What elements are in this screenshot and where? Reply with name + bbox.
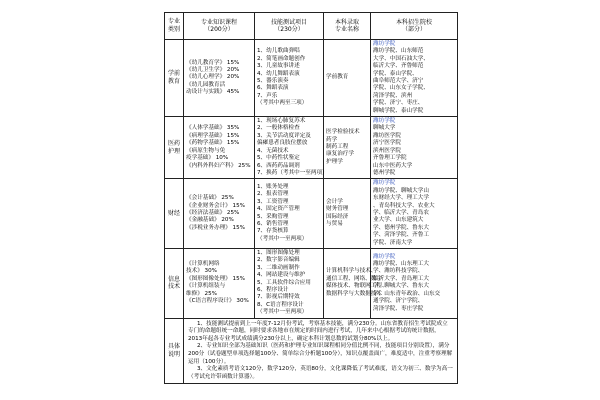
table-header-row <box>165 13 458 40</box>
knowledge-cell <box>184 117 255 179</box>
majors-cell <box>324 179 371 249</box>
school-line: 山东中医药大学 <box>373 162 413 169</box>
notes-row <box>165 318 458 384</box>
skill-line: 6、销售管理 <box>257 221 289 228</box>
school-highlight: 潍坊学院 <box>373 118 396 125</box>
school-line: 临沂大学、青岛理工大 <box>373 275 429 282</box>
major-line: 计算机科学与技术、 <box>326 268 377 275</box>
knowledge-cell <box>184 40 255 117</box>
schools-cell <box>371 179 458 249</box>
skills-cell <box>255 117 328 179</box>
skill-line: 7、影视后期特效 <box>257 294 300 301</box>
skill-line: 2、报表管理 <box>257 191 289 198</box>
course-line: 《幼儿教育学》 15% <box>186 59 240 66</box>
admission-table <box>164 12 458 384</box>
school-line: 学、德州学院、鲁东大 <box>373 224 429 231</box>
school-line: 学、潍坊科技学院、 <box>373 268 424 275</box>
skill-line: 7、声乐 <box>257 92 278 99</box>
course-line: 动设计与实践》 45% <box>186 89 240 96</box>
school-line: 学院、济宁、枣庄、 <box>373 100 424 107</box>
school-line: 业大学、山东建筑大 <box>373 217 424 224</box>
major-line: 媒体技术、物联网工程、 <box>326 283 388 290</box>
category-cell: 医药 护理 <box>165 117 184 179</box>
major-line: 康复治疗学 <box>326 151 354 158</box>
school-line: 学院、泰山学院、 <box>373 70 418 77</box>
course-line: 《图形图像处理》 15% <box>186 275 245 282</box>
skills-cell <box>255 248 324 318</box>
course-line: 《涉税业务办理》 15% <box>186 224 245 231</box>
skill-line: 4、网站建设与维护 <box>257 272 306 279</box>
header-majors: 本科录取 专业名称 <box>324 13 371 40</box>
skill-line: 5、采购管理 <box>257 213 289 220</box>
school-line: 大学、中国石油大学、 <box>373 55 429 62</box>
schools-cell <box>371 117 458 179</box>
knowledge-cell <box>184 179 255 249</box>
course-line: 《会计基础》 25% <box>186 195 234 202</box>
school-line: 学院、山东女子学院、 <box>373 85 429 92</box>
skill-line: 5、中药性状鉴定 <box>257 155 300 162</box>
skill-line: 4、固定资产管理 <box>257 206 300 213</box>
major-line: 数据科学与大数据技术 <box>326 290 382 297</box>
school-line: 学、临沂大学、青岛农 <box>373 209 429 216</box>
skill-line: 5、工具软件综合应用 <box>257 279 311 286</box>
category-cell: 财经 <box>165 179 184 249</box>
major-line: 药学 <box>326 136 338 143</box>
table-row <box>165 117 458 179</box>
table-row <box>165 40 458 117</box>
note-item: 2、专业知识全部为基础知识（医药和护理专业知识课程相同分值比例不同，技能项目分别设置），满分200分（试卷题型单项选择题100分、简单综合分析题100分），知识点覆盖面广，难度适中，注重考察理解运用（100分）。 <box>188 343 453 365</box>
major-line: 国际经济 <box>326 213 349 220</box>
major-line: 通信工程、网络、数字 <box>326 275 382 282</box>
header-schools: 本科招生院校 （部分） <box>371 13 458 40</box>
course-line: 《经济法基础》 25% <box>186 209 240 216</box>
skills-cell <box>255 40 324 117</box>
skill-line: 1、图形图像处理 <box>257 249 300 256</box>
header-skills: 技能测试项目 （230分） <box>255 13 324 40</box>
course-line: 《计算机网络 <box>186 261 220 268</box>
schools-cell <box>371 248 458 318</box>
skill-line: 3、工资管理 <box>257 198 289 205</box>
school-line: 德州学院 <box>373 169 396 176</box>
table-row <box>165 179 458 249</box>
category-cell: 学前 教育 <box>165 40 184 117</box>
skill-line: 3、关节活动度评定及 <box>257 132 311 139</box>
schools-cell <box>371 40 458 117</box>
school-highlight: 潍坊学院 <box>373 180 396 187</box>
course-line: 《C语言程序设计》 30% <box>186 298 249 305</box>
note-item: 1、技能测试提前到上一年度7-12月份考试，考察基本技能，满分230分。山东省教育招生考试院成立专门的命题组统一命题，同时要求各地市在规定的时间内进行考试，几年来中心根据考试的统计数据，2013年起各专业考试成绩满分230分以上，确定本科计划总数的试划分80%以上。 <box>188 320 448 342</box>
course-line: 《药物学基础》 15% <box>186 140 240 147</box>
course-line: 《病理学基础》 15% <box>186 132 240 139</box>
skill-line: （考其中两至三项） <box>257 100 308 107</box>
skill-line: 8、C语言程序设计 <box>257 301 304 308</box>
major-line: 学前教育 <box>326 74 349 81</box>
skill-line: 7、存货核算 <box>257 228 289 235</box>
course-line: 《幼儿卫生学》 20% <box>186 66 240 73</box>
school-line: 潍坊学院、山东理工大 <box>373 261 429 268</box>
major-line: 与贸易 <box>326 221 343 228</box>
skill-line: 3、二维动画制作 <box>257 264 300 271</box>
school-line: 学院、济南大学 <box>373 239 413 246</box>
school-line: 通学院、济宁学院、 <box>373 298 424 305</box>
notes-category: 具体 说明 <box>165 318 184 384</box>
skill-line: 2、简笔画命题创作 <box>257 55 306 62</box>
school-line: 东财经大学、理工大学 <box>373 195 429 202</box>
skill-line: 6、舞蹈表演 <box>257 85 289 92</box>
skill-line: 4、幼儿舞蹈表演 <box>257 70 300 77</box>
skill-line: 2、一般体格检查 <box>257 125 300 132</box>
course-line: 疫学基础》 10% <box>186 155 229 162</box>
course-line: 《金融基础》 20% <box>186 217 234 224</box>
course-line: 《幼儿心理学》 20% <box>186 74 240 81</box>
major-line: 制药工程 <box>326 143 349 150</box>
skill-line: 偏瘫患者良肢位摆放 <box>257 140 308 147</box>
skill-line: （考其中一至两项） <box>257 235 308 242</box>
skill-line: 6、西药药品调剂 <box>257 162 300 169</box>
course-line: 《病原生物与免 <box>186 147 226 154</box>
skill-line: （考其中一至两项） <box>257 309 308 316</box>
skill-line: 1、现场心肺复苏术 <box>257 118 306 125</box>
school-line: 聊城大学 <box>373 125 396 132</box>
school-line: 潍坊学院、山东师范 <box>373 48 424 55</box>
school-line: 潍坊学院、聊城大学山 <box>373 187 429 194</box>
school-line: 齐鲁理工学院 <box>373 155 407 162</box>
course-line: 《计算机组装与 <box>186 283 226 290</box>
major-line: 财务管理 <box>326 206 349 213</box>
major-line: 会计学 <box>326 198 343 205</box>
category-cell: 信息 技术 <box>165 248 184 318</box>
school-line: 聊城学院、泰山学院 <box>373 107 424 114</box>
course-line: 《人体学基础》 35% <box>186 125 240 132</box>
school-line: 曲阜师范大学、济宁 <box>373 78 424 85</box>
skill-line: 1、幼儿歌曲弹唱 <box>257 48 300 55</box>
skill-line: 5、器乐演奏 <box>257 78 289 85</box>
school-line: 菏泽学院、枣庄学院 <box>373 305 424 312</box>
skill-line: 1、账务处理 <box>257 184 289 191</box>
majors-cell <box>324 117 371 179</box>
school-highlight: 潍坊学院 <box>373 253 396 260</box>
skill-line: 6、程序设计 <box>257 287 289 293</box>
course-line: 《幼儿园教育活 <box>186 81 226 88</box>
course-line: 技术》 30% <box>186 268 217 275</box>
header-category: 专业 类别 <box>165 13 184 40</box>
major-line: 护理学 <box>326 158 343 165</box>
school-line: 学、聊城大学、鲁东大 <box>373 283 429 290</box>
school-line: 潍坊医学院 <box>373 132 401 139</box>
course-line: 《企业财务会计》 15% <box>186 202 245 209</box>
course-line: 维修》 25% <box>186 290 217 297</box>
skill-line: 2、数字影音编辑 <box>257 257 300 264</box>
notes-cell <box>184 318 458 384</box>
skill-line: 3、儿童故事讲述 <box>257 63 300 70</box>
course-line: 《内科外科妇产科》 25% <box>186 162 251 169</box>
school-line: 、青岛科技大学、农业大 <box>373 202 435 209</box>
note-item: 3、文化素质考语文120分，数学120分，英语80分，文化课降低了考试难度，语文为初三、数学为高一（考试允许带函数计算器）。 <box>188 366 453 380</box>
knowledge-cell <box>184 248 255 318</box>
school-highlight: 潍坊学院 <box>373 41 396 47</box>
school-line: 学、菏泽学院、齐鲁工 <box>373 232 429 239</box>
major-line: 医学检验技术 <box>326 129 360 136</box>
skill-line: 7、换药（考其中一至两项） <box>257 169 328 176</box>
skill-line: 4、无菌技术 <box>257 147 289 154</box>
school-line: 临沂大学、齐鲁师范 <box>373 63 424 70</box>
school-line: 济宁医学院 <box>373 140 401 147</box>
header-knowledge: 专业知识课程 （200分） <box>184 13 255 40</box>
table-row <box>165 248 458 318</box>
majors-cell <box>324 40 371 117</box>
school-line: 滨州医学院 <box>373 147 401 154</box>
skills-cell <box>255 179 324 249</box>
school-line: 学、山东青年政治、山东交 <box>373 290 441 297</box>
school-line: 菏泽学院、滨州 <box>373 92 413 99</box>
